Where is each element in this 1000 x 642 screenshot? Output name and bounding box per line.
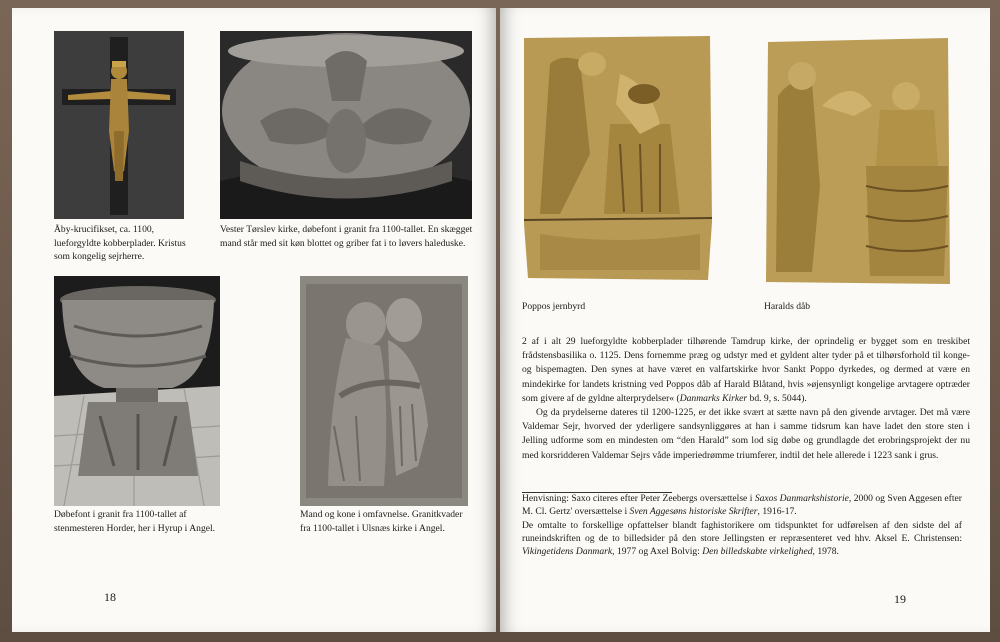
caption-poppo: Poppos jernbyrd [522, 301, 586, 312]
caption-harald: Haralds dåb [764, 301, 811, 312]
footnote-1-title-a: Saxos Danmarkshistorie [754, 493, 849, 504]
footnote-2-text-c: , 1978. [812, 546, 839, 558]
footnote-1-text-c: , 1916-17. [757, 506, 797, 518]
caption-font-relief: Vester Tørslev kirke, døbefont i granit fra 1100-tallet. En skægget mand står med sit køn blottet og griber fat i to løvers haleduske. [220, 224, 473, 249]
photo-font-angel [54, 276, 220, 506]
body-text [522, 335, 970, 463]
footnote-1-text: Henvisning: Saxo citeres efter Peter Zeebergs oversættelse i [522, 493, 755, 504]
body-paragraph-2: Og da prydelserne dateres til 1200-1225, er det ikke svært at sætte navn på den givende arvtager. Det må være Valdemar Sejr, hvorved der yderligere sandsynliggøres at han i samme tidsrum kan have ladet den store sten i Jelling udforme som en mindesten om “den Harald” som lod sig døbe og grundlagde det erobringsprojekt der nu med korsridderen Valdemar Sejrs våde imperiedrømme triumferer, indtil det hele allerede i 1223 sank i grus. [522, 407, 970, 461]
photo-font-relief [220, 31, 472, 219]
footnote-2-title-a: Vikingetidens Danmark [522, 546, 613, 558]
footnotes [522, 492, 962, 558]
page-number-right: 19 [894, 592, 906, 606]
footnote-1 [522, 492, 962, 519]
caption-crucifix: Åby-krucifikset, ca. 1100, lueforgyldte kobberplader. Kristus som kongelig sejrherre. [54, 224, 186, 262]
body-p1-text: 2 af i alt 29 lueforgyldte kobberplader tilhørende Tamdrup kirke, der oprindelig er bygget som en treskibet frådstensbasilika o. 1125. Dens fornemme præg og udstyr med et gyldent alter tyder på et tilhørsforhold til konge- og bispemagten. Den synes at have været en valfartskirke hvor Sankt Poppo dyrkedes, og dermed at være en mindekirke for landets kristning ved Poppos dåb af Harald Blåtand, hvis »øjensynligt kongelige arvtagere optræder som givere af de gyldne alterprydelser« ( [522, 336, 970, 404]
right-page [500, 8, 990, 632]
left-page [12, 8, 496, 632]
photo-poppo-plate [520, 34, 714, 282]
footnote-1-title-b: Sven Aggesøns historiske Skrifter [629, 506, 758, 518]
photo-couple [300, 276, 468, 506]
footnote-2-text-b: , 1977 og Axel Bolvig: [612, 546, 703, 558]
body-paragraph-1 [522, 335, 970, 406]
body-p1-title: Danmarks Kirker [679, 392, 748, 404]
photo-harald-plate [762, 36, 954, 288]
caption-couple: Mand og kone i omfavnelse. Granitkvader fra 1100-tallet i Ulsnæs kirke i Angel. [300, 509, 463, 534]
photo-crucifix [54, 31, 184, 219]
footnote-2 [522, 519, 962, 559]
footnote-2-title-b: Den billedskabte virkelighed [702, 546, 813, 558]
page-number-left: 18 [104, 590, 116, 604]
footnote-1-text-b: , 2000 og Sven Aggesen efter M. Cl. Gertz' oversættelse i [522, 493, 962, 518]
caption-font-angel: Døbefont i granit fra 1100-tallet af stenmesteren Horder, her i Hyrup i Angel. [54, 509, 216, 534]
footnote-2-text: De omtalte to forskellige opfattelser blandt faghistorikere om tidspunktet for udførelsen af den sidste del af runeindskriften og de to billedsider på den store Jellingsten er repræsenteret ved hhv. Aksel E. Christensen: [522, 519, 962, 544]
body-p1-ref: bd. 9, s. 5044). [747, 392, 807, 404]
